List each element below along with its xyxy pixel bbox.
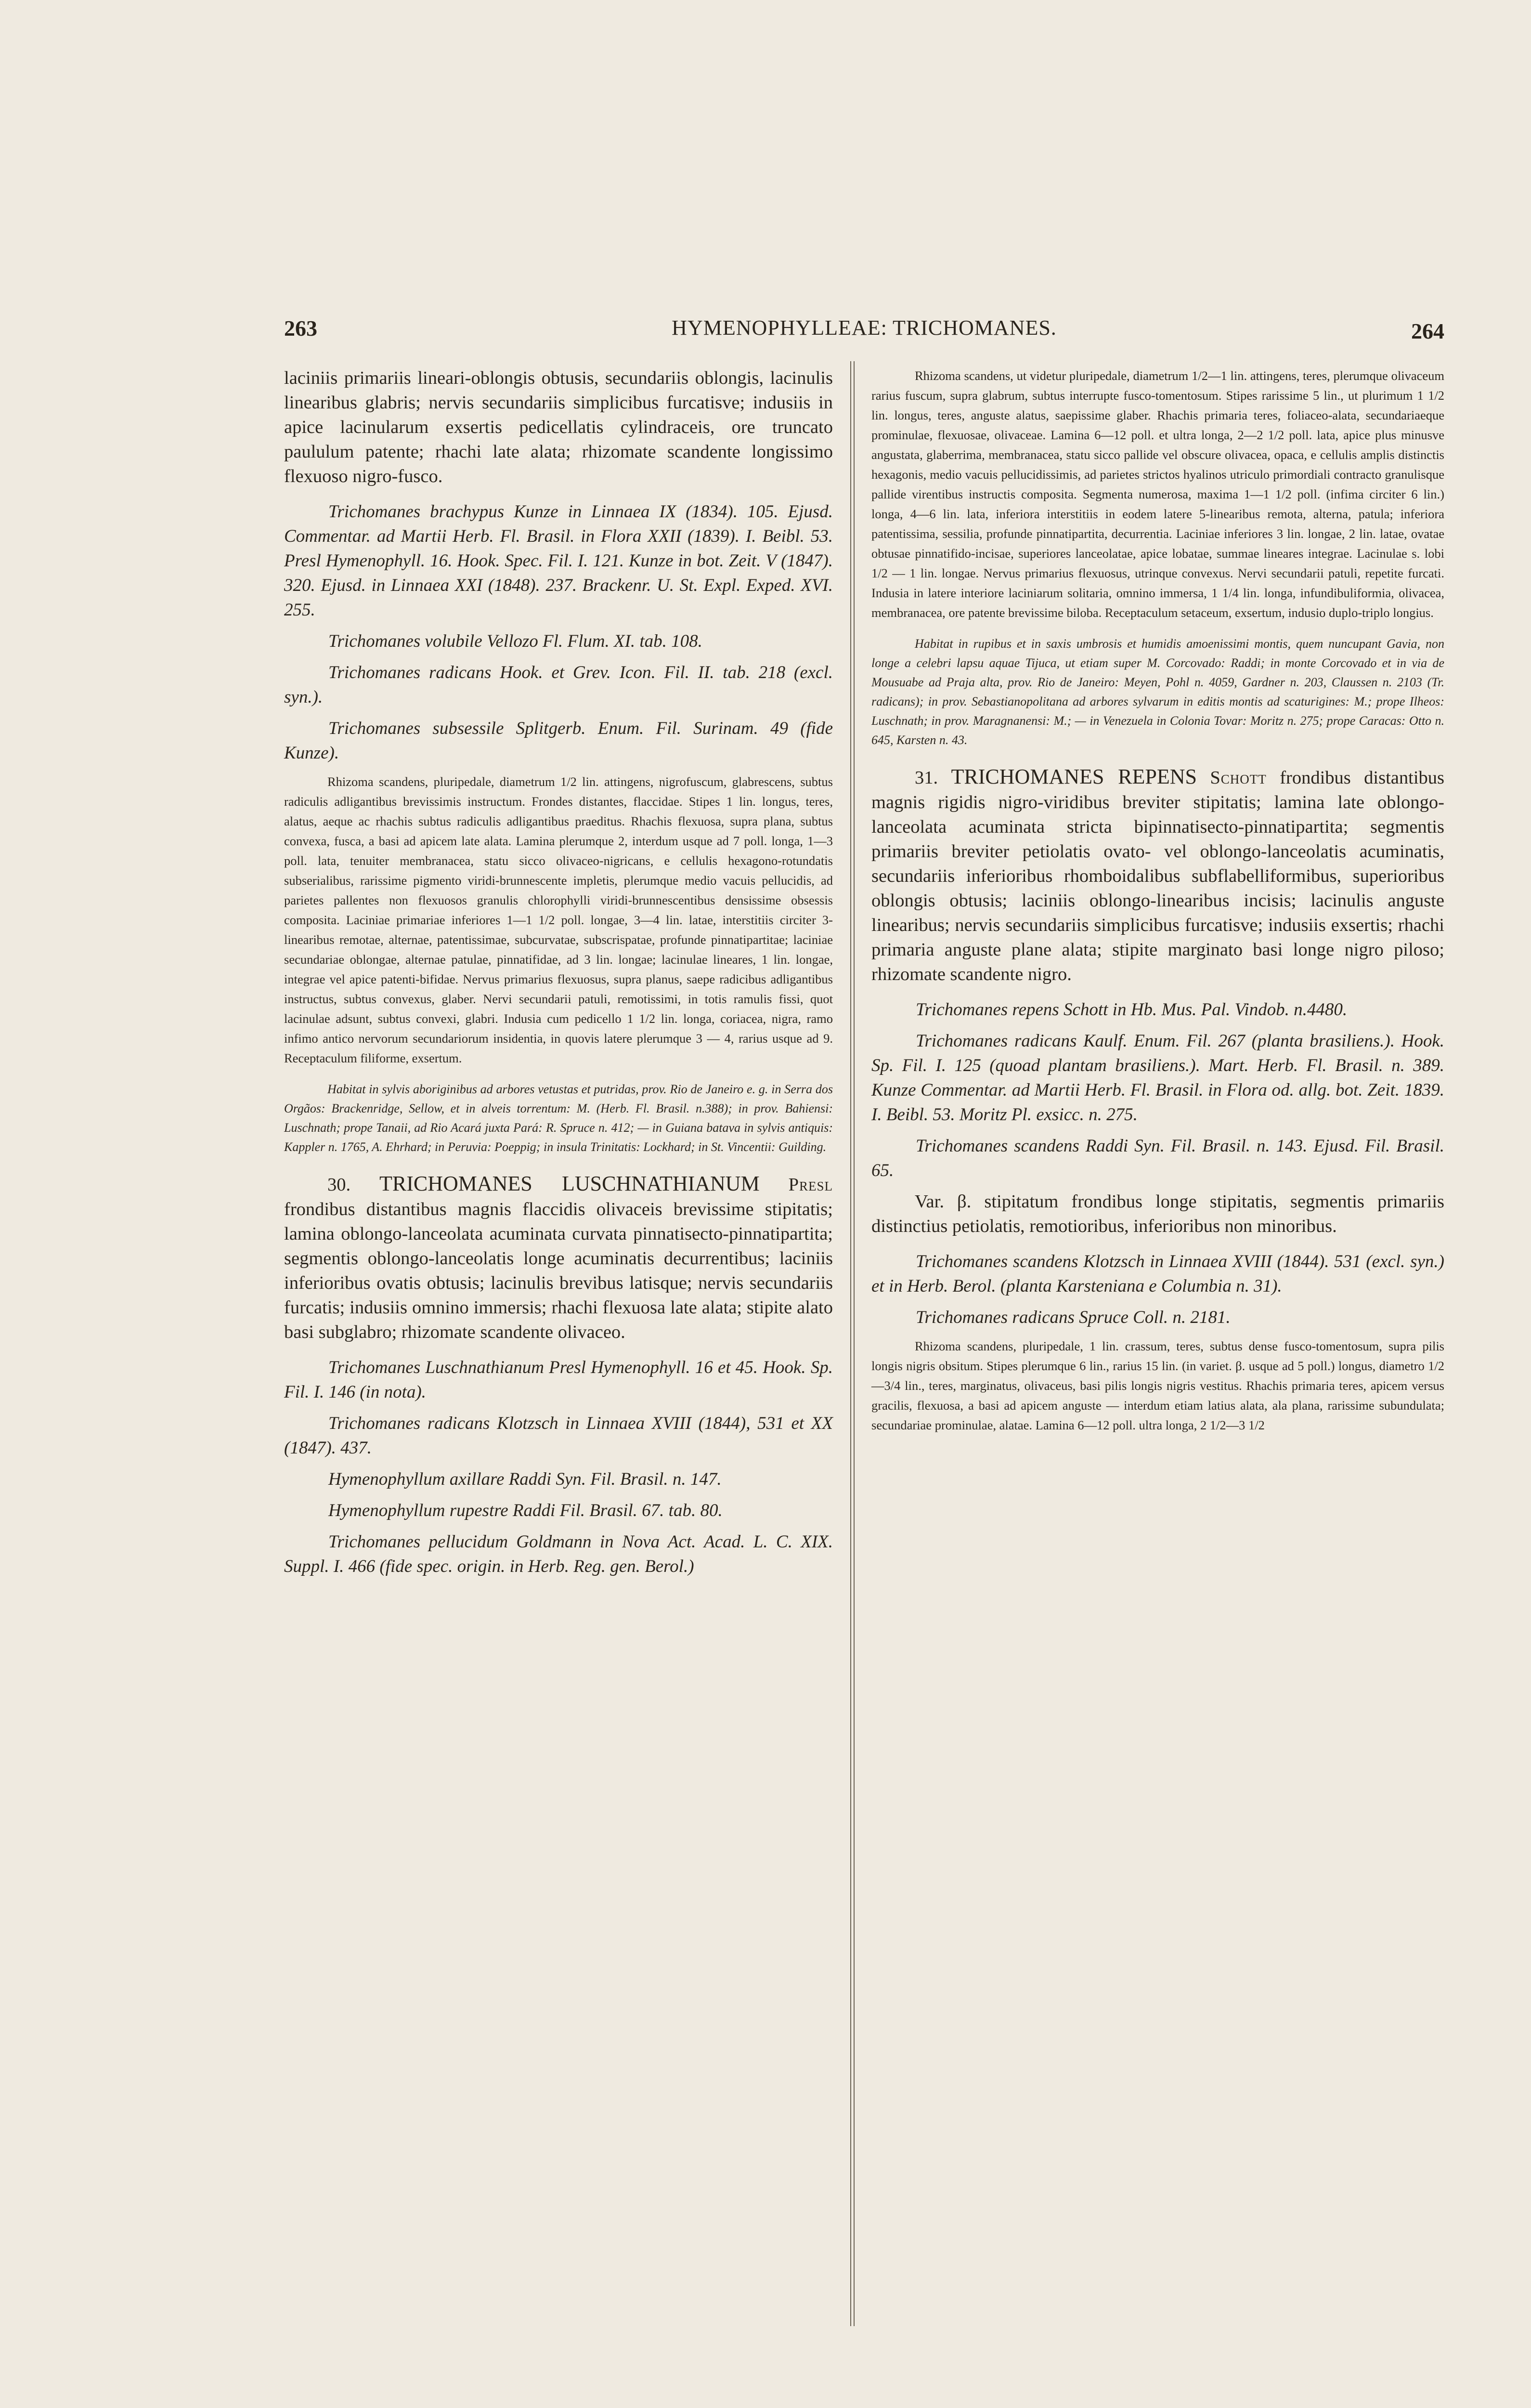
citation: Trichomanes subsessile Splitgerb. Enum. Fil. Surinam. 49 (fide Kunze). [284,719,833,763]
description: Rhizoma scandens, ut videtur pluripedale, diametrum 1/2—1 lin. attingens, teres, plerumque olivaceum rarius fuscum, supra glabrum, subtus interrupte fusco-tomentosum. Stipes rarissime 5 lin., ut plurimum 1 1/2 lin. longus, teres, anguste alatus, saepissime glaber. Rhachis primaria teres, foliaceo-alata, secundariaeque prominulae, flexuosae, olivaceae. Lamina 6—12 poll. et ultra longa, 2—2 1/2 poll. lata, apice plus minusve angustata, glaberrima, membranacea, statu sicco pallide vel obscure olivacea, opaca, e cellulis amplis distinctis hexagonis, medio vacuis pellucidissimis, ad parietes strictos hyalinos utriculo primordiali contracto granulisque pallide virentibus instructis composita. Segmenta numerosa, maxima 1—1 1/2 poll. (infima circiter 6 lin.) longa, 4—6 lin. lata, inferiora interstitiis in eodem latere 5-linearibus remota, alterna, patula; inferiora patentissima, sessilia, profunde pinnatipartita, decurrentia. Laciniae inferiores 3 lin. longae, 2 lin. latae, ovatae obtusae pinnatifido-incisae, superiores lanceolatae, apice lobatae, summae lineares integrae. Lacinulae s. lobi 1/2 — 1 lin. longae. Nervus primarius flexuosus, utrinque convexus. Nervi secundarii patuli, repetite furcati. Indusia in latere interiore laciniarum solitaria, omnino immersa, 1 1/4 lin. longa, infundibuliformia, olivacea, membranacea, ore patente brevissime biloba. Receptaculum setaceum, exsertum, indusio duplo-triplo longius. [871,368,1444,620]
habitat: Habitat in rupibus et in saxis umbrosis et humidis amoenissimi montis, quem nuncupant Gavia, non longe a celebri lapsu aquae Tijuca, ut etiam super M. Corcovado: Raddi; in monte Corcovado et in via de Mousuabe ad Praja alta, prov. Rio de Janeiro: Meyen, Pohl n. 4059, Gardner n. 203, Claussen n. 2103 (Tr. radicans); in prov. Sebastianopolitana ad arbores sylvarum in editis montis ad scaturigines: M.; prope Ilheos: Luschnath; in prov. Maragnanensi: M.; — in Venezuela in Colonia Tovar: Moritz n. 275; prope Caracas: Otto n. 645, Karsten n. 43. [871,637,1444,747]
species-author: Presl [788,1175,833,1195]
species-diagnosis: frondibus distantibus magnis flaccidis olivaceis brevissime stipitatis; lamina oblongo-lanceolata acuminata curvata pinnatisecto-pinnatipartita; segmentis oblongo-lanceolatis longe acuminatis decurrentibus; laciniis inferioribus ovatis obtusis; lacinulis brevibus latisque; nervis secundariis furcatis; indusiis omnino immersis; rhachi flexuosa late alata; stipite alato basi subglabro; rhizomate scandente olivaceo. [284,1199,833,1342]
description: Rhizoma scandens, pluripedale, 1 lin. crassum, teres, subtus dense fusco-tomentosum, supra pilis longis nigris obsitum. Stipes plerumque 6 lin., rarius 15 lin. (in variet. β. usque ad 5 poll.) longus, diametro 1/2—3/4 lin., teres, marginatus, olivaceus, basi pilis longis nigris vestitus. Rhachis primaria teres, apicem versus gracilis, flexuosa, a basi ad apicem anguste — interdum etiam latius alata, ala plana, rarissime subundulata; secundariae prominulae, alatae. Lamina 6—12 poll. ultra longa, 2 1/2—3 1/2 [871,1339,1444,1432]
species-number: 31. [915,768,938,788]
citation: Trichomanes radicans Spruce Coll. n. 2181. [916,1308,1231,1327]
citation: Trichomanes radicans Klotzsch in Linnaea XVIII (1844), 531 et XX (1847). 437. [284,1413,833,1458]
citation: Trichomanes pellucidum Goldmann in Nova Act. Acad. L. C. XIX. Suppl. I. 466 (fide spec. origin. in Herb. Reg. gen. Berol.) [284,1532,833,1576]
species-diagnosis: frondibus distantibus magnis rigidis nigro-viridibus breviter stipitatis; lamina late oblongo-lanceolata acuminata stricta bipinnatisecto-pinnatipartita; segmentis primariis breviter petiolatis ovato- vel oblongo-lanceolatis acuminatis, secundariis inferioribus rhomboidalibus subflabelliformibus, superioribus oblongis obtusis; laciniis oblongo-linearibus incisis; lacinulis anguste linearibus; nervis secundariis simplicibus furcatisve; indusiis exsertis; rhachi primaria anguste plane alata; stipite marginato basi longe nigro piloso; rhizomate scandente nigro. [871,768,1445,984]
citation: Trichomanes radicans Hook. et Grev. Icon. Fil. II. tab. 218 (excl. syn.). [284,663,833,707]
left-column [284,366,833,1585]
right-column [871,366,1444,1447]
citation: Trichomanes scandens Raddi Syn. Fil. Brasil. n. 143. Ejusd. Fil. Brasil. 65. [871,1136,1444,1180]
page-header [284,315,1444,349]
citation: Trichomanes repens Schott in Hb. Mus. Pal. Vindob. n.4480. [916,1000,1348,1020]
description: Rhizoma scandens, pluripedale, diametrum 1/2 lin. attingens, nigrofuscum, glabrescens, subtus radiculis adligantibus brevissimis instructum. Frondes distantes, flaccidae. Stipes 1 lin. longus, teres, alatus, aeque ac rhachis subtus radiculis adligantibus praeditus. Rhachis flexuosa, supra plana, subtus convexa, fusca, a basi ad apicem late alata. Lamina plerumque 2, interdum usque ad 7 poll. longa, 1—3 poll. lata, tenuiter membranacea, statu sicco olivaceo-nigricans, e cellulis hexagono-rotundatis subserialibus, rarissime pigmento viridi-brunnescente impletis, plerumque medio vacuis pellucidis, ad parietes pallentes non flexuosos granulis chlorophylli viridi-brunnescentibus densissime obsessis composita. Laciniae primariae inferiores 1—1 1/2 poll. longae, 3—4 lin. latae, interstitiis circiter 3-linearibus remotae, alternae, patentissimae, subcurvatae, subscrispatae, profunde pinnatipartitae; laciniae secundariae oblongae, alternae patulae, pinnatifidae, ad 3 lin. longae; lacinulae lineares, 1 lin. longae, integrae vel apice patenti-bifidae. Nervus primarius flexuosus, supra planus, saepe radicibus adligantibus instructus, subtus convexus, glaber. Nervi secundarii patuli, remotissimi, in totis ramulis fissi, quot lacinulae adsunt, subtus convexi, glabri. Indusia cum pedicello 1 1/2 lin. longa, coriacea, nigra, ramo infimo antico nervorum secundariorum insidentia, in quovis latere plerumque 3 — 4, rarius usque ad 9. Receptaculum filiforme, exsertum. [284,774,833,1065]
column-divider [850,361,855,2326]
citation: Trichomanes Luschnathianum Presl Hymenophyll. 16 et 45. Hook. Sp. Fil. I. 146 (in nota). [284,1358,833,1402]
species-author: Schott [1210,768,1267,788]
species-name: TRICHOMANES LUSCHNATHIANUM [379,1172,760,1195]
variety: Var. β. stipitatum frondibus longe stipitatis, segmentis primariis distinctius petiolatis, remotioribus, inferioribus non minoribus. [871,1191,1444,1236]
running-title: HYMENOPHYLLEAE: TRICHOMANES. [672,316,1057,340]
citation: Trichomanes volubile Vellozo Fl. Flum. XI. tab. 108. [328,631,702,651]
citation: Trichomanes scandens Klotzsch in Linnaea XVIII (1844). 531 (excl. syn.) et in Herb. Berol. (planta Karsteniana e Columbia n. 31). [871,1252,1444,1296]
page-number-right: 264 [1411,319,1444,343]
species-30-diagnosis [284,1171,833,1345]
habitat: Habitat in sylvis aboriginibus ad arbores vetustas et putridas, prov. Rio de Janeiro e. g. in Serra dos Orgãos: Brackenridge, Sellow, et in alveis torrentum: M. (Herb. Fl. Brasil. n.388); in prov. Bahiensi: Luschnath; prope Tanaii, ad Rio Acará juxta Pará: R. Spruce n. 412; — in Guiana batava in sylvis antiquis: Kappler n. 1765, A. Ehrhard; in Peruvia: Poeppig; in insula Trinitatis: Lockhard; in St. Vincentii: Guilding. [284,1082,833,1154]
diagnosis-continued: laciniis primariis lineari-oblongis obtusis, secundariis oblongis, lacinulis linearibus glabris; nervis secundariis simplicibus furcatisve; indusiis in apice lacinularum exsertis pedicellatis cylindraceis, ore truncato paululum patente; rhachi late alata; rhizomate scandente longissimo flexuoso nigro-fusco. [284,368,833,486]
citation: Trichomanes brachypus Kunze in Linnaea IX (1834). 105. Ejusd. Commentar. ad Martii Herb. Fl. Brasil. in Flora XXII (1839). I. Beibl. 53. Presl Hymenophyll. 16. Hook. Spec. Fil. I. 121. Kunze in bot. Zeit. V (1847). 320. Ejusd. in Linnaea XXI (1848). 237. Brackenr. U. St. Expl. Exped. XVI. 255. [284,502,833,620]
species-name: TRICHOMANES REPENS [951,765,1197,788]
species-31-diagnosis [871,764,1444,987]
citation: Hymenophyllum rupestre Raddi Fil. Brasil. 67. tab. 80. [328,1501,723,1520]
page-number-left: 263 [284,316,317,340]
species-number: 30. [327,1175,351,1195]
citation: Trichomanes radicans Kaulf. Enum. Fil. 267 (planta brasiliens.). Hook. Sp. Fil. I. 125 (quoad plantam brasiliens.). Mart. Herb. Fl. Brasil. n. 389. Kunze Commentar. ad Martii Herb. Fl. Brasil. in Flora od. allg. bot. Zeit. 1839. I. Beibl. 53. Moritz Pl. exsicc. n. 275. [871,1031,1444,1125]
citation: Hymenophyllum axillare Raddi Syn. Fil. Brasil. n. 147. [328,1469,722,1489]
